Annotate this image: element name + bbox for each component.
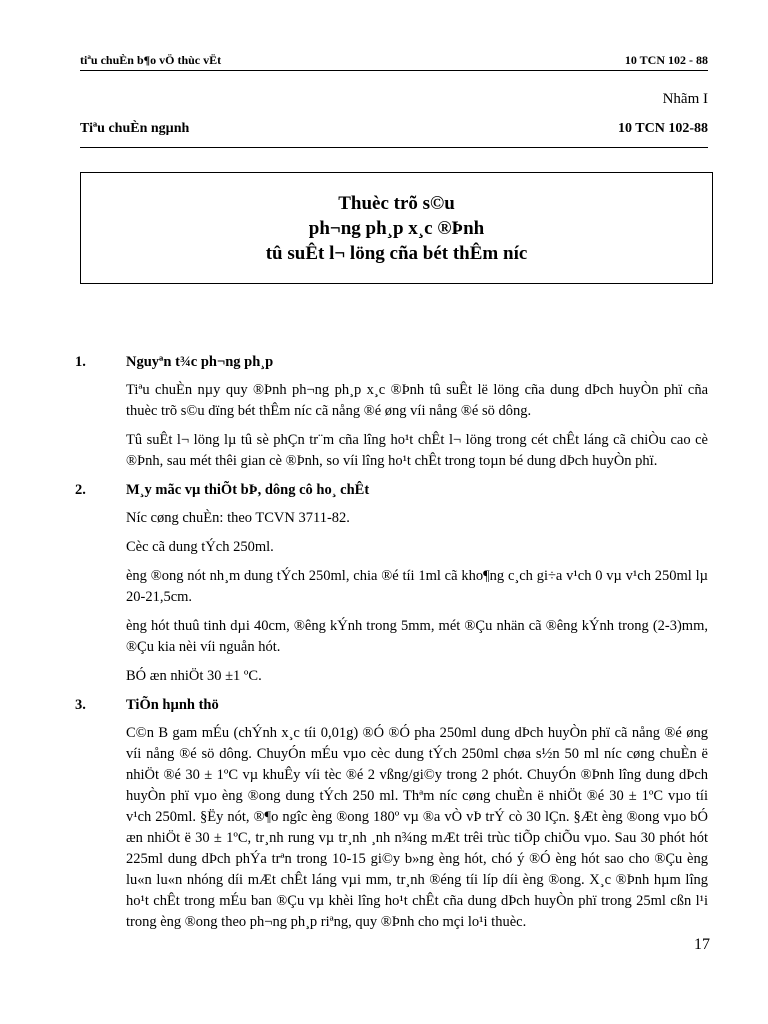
- paragraph: Tiªu chuÈn nµy quy ®Þnh ph¬ng ph¸p x¸c ®Þnh tû suÊt lë löng cña dung dÞch huyÒn phï cña thuèc trõ s©u dïng bét thÊm níc cã nång ®é øng víi nång ®é sö dông.: [126, 382, 708, 419]
- header-rule: [80, 70, 708, 71]
- title-box: [80, 172, 713, 284]
- section-title: M¸y mãc vµ thiÕt bÞ, dông cô ho¸ chÊt: [126, 482, 370, 498]
- edition-label: Nhãm I: [662, 91, 708, 107]
- section-number: 3.: [75, 697, 86, 713]
- section-heading: [75, 695, 708, 716]
- running-header-title: tiªu chuÈn b¶o vÖ thùc vËt: [80, 53, 222, 67]
- page-number: 17: [694, 936, 710, 953]
- paragraph: èng ®ong nót nh¸m dung tÝch 250ml, chia ®é tíi 1ml cã kho¶ng c¸ch gi÷a v¹ch 0 vµ v¹ch 250ml lµ 20-21,5cm.: [126, 568, 708, 605]
- section-title: TiÕn hµnh thö: [126, 697, 219, 713]
- section-heading: [75, 480, 708, 501]
- standard-row: [80, 121, 708, 137]
- title-line-3: tû suÊt l¬ löng cña bét thÊm níc: [265, 242, 528, 264]
- title-line-1: Thuèc trõ s©u: [338, 192, 455, 214]
- section-heading: [75, 352, 708, 373]
- paragraph: èng hót thuû tinh dµi 40cm, ®êng kÝnh trong 5mm, mét ®Çu nhän cã ®êng kÝnh trong (2-3)mm, ®Çu kia nèi víi nguån hót.: [126, 618, 708, 655]
- section-number: 2.: [75, 482, 86, 498]
- running-header: [80, 53, 708, 68]
- standard-type: Tiªu chuÈn ngµnh: [80, 121, 190, 136]
- section-1: [75, 352, 708, 472]
- section-3: [75, 695, 708, 933]
- standard-code: 10 TCN 102-88: [618, 121, 708, 136]
- paragraph: Tû suÊt l¬ löng lµ tû sè phÇn tr¨m cña lîng ho¹t chÊt l¬ löng trong cét chÊt láng cã chiÒu cao cè ®Þnh, sau mét thêi gian cè ®Þnh, so víi lîng ho¹t chÊt trong toµn bé dung dÞch huyÒn phï.: [126, 432, 708, 469]
- title-line-2: ph¬ng ph¸p x¸c ®Þnh: [308, 217, 485, 239]
- standard-rule: [80, 147, 708, 148]
- document-body: [75, 352, 708, 941]
- running-header-code: 10 TCN 102 - 88: [624, 53, 708, 67]
- section-number: 1.: [75, 354, 86, 370]
- paragraph: BÓ æn nhiÖt 30 ±1 ºC.: [126, 668, 262, 684]
- paragraph: C©n B gam mÉu (chÝnh x¸c tíi 0,01g) ®Ó ®Ó pha 250ml dung dÞch huyÒn phï cã nång ®é øng víi nång ®é sö dông. ChuyÓn mÉu vµo cèc dung tÝch 250ml chøa s½n 50 ml níc cøng chuÈn ë nhiÖt ®é 30 ± 1ºC vµ khuÊy víi tèc ®é 2 vßng/gi©y trong 2 phót. ChuyÓn ®Þnh lîng dung dÞch huyÒn phï vµo èng ®ong dung tÝch 250 ml. Thªm níc cøng chuÈn ë nhiÖt ®é 30 ± 1ºC vµo tíi v¹ch 250ml. §Ëy nót, ®¶o ngîc èng ®ong 180º vµ ®a vÒ vÞ trÝ cò 30 lÇn. §Æt èng ®ong vµo bÓ æn nhiÖt ë 30 ± 1ºC, tr¸nh rung vµ tr¸nh ¸nh n¾ng mÆt trêi trùc tiÕp chiÕu vµo. Sau 30 phót hót 225ml dung dÞch phÝa trªn trong 10-15 gi©y b»ng èng hót, chó ý ®Ó èng hót sao cho ®Çu èng lu«n lu«n nhóng díi mÆt chÊt láng vµi mm, tr¸nh ®éng tíi líp díi èng ®ong. X¸c ®Þnh hµm lîng ho¹t chÊt trong mÉu ban ®Çu vµ khèi lîng ho¹t chÊt cña dung dÞch huyÒn phï trong 25ml cßn l¹i trong èng ®ong theo ph¬ng ph¸p riªng, quy ®Þnh cho mçi lo¹i thuèc.: [126, 725, 708, 930]
- section-title: Nguyªn t¾c ph¬ng ph¸p: [126, 354, 274, 370]
- paragraph: Cèc cã dung tÝch 250ml.: [126, 539, 274, 555]
- section-2: [75, 480, 708, 687]
- paragraph: Níc cøng chuÈn: theo TCVN 3711-82.: [126, 510, 350, 526]
